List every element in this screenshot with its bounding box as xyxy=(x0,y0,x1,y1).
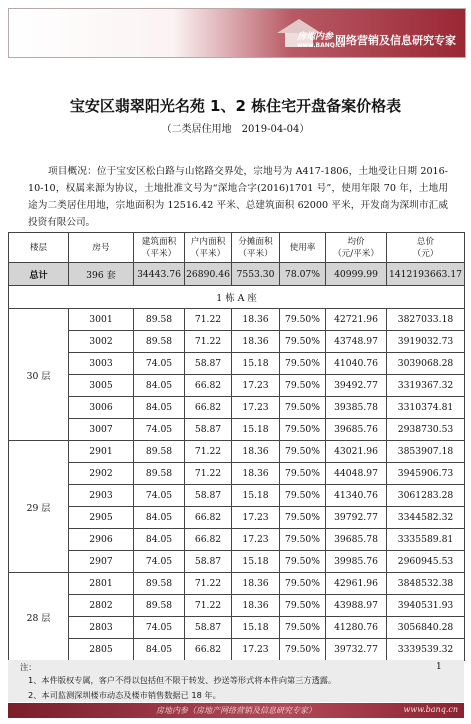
avg-cell: 44048.97 xyxy=(326,463,387,485)
shared-cell: 18.36 xyxy=(232,463,280,485)
ratio-cell: 79.50% xyxy=(280,309,326,331)
header-banner xyxy=(8,8,466,58)
shared-cell: 15.18 xyxy=(232,419,280,441)
total-cell: 3335589.81 xyxy=(387,529,465,551)
inner-cell: 58.87 xyxy=(185,485,232,507)
avg-cell: 42961.96 xyxy=(326,573,387,595)
avg-cell: 39385.78 xyxy=(326,397,387,419)
room-cell: 3007 xyxy=(69,419,134,441)
avg-cell: 39985.76 xyxy=(326,551,387,573)
total-rooms-cell: 396 套 xyxy=(69,263,134,286)
avg-cell: 43021.96 xyxy=(326,441,387,463)
total-cell: 3319367.32 xyxy=(387,375,465,397)
footer-text: 房地内参（房地产网络营销及信息研究专家） xyxy=(156,706,316,715)
avg-cell: 39792.77 xyxy=(326,507,387,529)
inner-cell: 58.87 xyxy=(185,419,232,441)
gross-cell: 84.05 xyxy=(134,375,185,397)
ratio-cell: 79.50% xyxy=(280,529,326,551)
column-header: 分摊面积 （平米） xyxy=(232,233,280,263)
total-cell: 3945906.73 xyxy=(387,463,465,485)
avg-cell: 41280.76 xyxy=(326,617,387,639)
building-label: 1 栋 A 座 xyxy=(9,286,465,309)
avg-cell: 39685.76 xyxy=(326,419,387,441)
notes-heading: 注： xyxy=(20,662,37,672)
room-cell: 2801 xyxy=(69,573,134,595)
room-cell: 3002 xyxy=(69,331,134,353)
gross-cell: 84.05 xyxy=(134,639,185,661)
total-cell: 3339539.32 xyxy=(387,639,465,661)
table-header-row xyxy=(9,233,465,263)
avg-cell: 41340.76 xyxy=(326,485,387,507)
total-total-cell: 1412193663.17 xyxy=(387,263,465,286)
total-avg-cell: 40999.99 xyxy=(326,263,387,286)
shared-cell: 15.18 xyxy=(232,617,280,639)
total-shared-cell: 7553.30 xyxy=(232,263,280,286)
gross-cell: 84.05 xyxy=(134,529,185,551)
avg-cell: 39732.77 xyxy=(326,639,387,661)
shared-cell: 17.23 xyxy=(232,375,280,397)
footer-bar xyxy=(8,703,464,718)
total-cell: 3827033.18 xyxy=(387,309,465,331)
room-cell: 3003 xyxy=(69,353,134,375)
gross-cell: 74.05 xyxy=(134,617,185,639)
inner-cell: 71.22 xyxy=(185,573,232,595)
table-row xyxy=(9,463,465,485)
inner-cell: 71.22 xyxy=(185,463,232,485)
page-subtitle: （二类居住用地 2019-04-04） xyxy=(161,124,310,135)
column-header: 均价 （元/平米） xyxy=(326,233,387,263)
ratio-cell: 79.50% xyxy=(280,573,326,595)
floor-cell: 29 层 xyxy=(9,441,69,573)
table-row xyxy=(9,573,465,595)
gross-cell: 84.05 xyxy=(134,397,185,419)
avg-cell: 41040.76 xyxy=(326,353,387,375)
gross-cell: 74.05 xyxy=(134,485,185,507)
inner-cell: 66.82 xyxy=(185,639,232,661)
gross-cell: 89.58 xyxy=(134,573,185,595)
inner-cell: 71.22 xyxy=(185,331,232,353)
gross-cell: 89.58 xyxy=(134,595,185,617)
ratio-cell: 79.50% xyxy=(280,419,326,441)
building-row xyxy=(9,286,465,309)
inner-cell: 66.82 xyxy=(185,529,232,551)
shared-cell: 17.23 xyxy=(232,507,280,529)
shared-cell: 18.36 xyxy=(232,573,280,595)
total-label-cell: 总计 xyxy=(9,263,69,286)
avg-cell: 39685.78 xyxy=(326,529,387,551)
total-cell: 3344582.32 xyxy=(387,507,465,529)
total-cell: 2960945.53 xyxy=(387,551,465,573)
ratio-cell: 79.50% xyxy=(280,353,326,375)
table-row xyxy=(9,309,465,331)
shared-cell: 17.23 xyxy=(232,397,280,419)
inner-cell: 58.87 xyxy=(185,551,232,573)
table-row xyxy=(9,595,465,617)
gross-cell: 74.05 xyxy=(134,551,185,573)
avg-cell: 42721.96 xyxy=(326,309,387,331)
total-cell: 3919032.73 xyxy=(387,331,465,353)
table-row xyxy=(9,529,465,551)
table-row xyxy=(9,353,465,375)
ratio-cell: 79.50% xyxy=(280,397,326,419)
shared-cell: 15.18 xyxy=(232,551,280,573)
inner-cell: 58.87 xyxy=(185,353,232,375)
ratio-cell: 79.50% xyxy=(280,595,326,617)
floor-cell: 28 层 xyxy=(9,573,69,661)
column-header: 总价 （元） xyxy=(387,233,465,263)
table-row xyxy=(9,441,465,463)
room-cell: 3001 xyxy=(69,309,134,331)
ratio-cell: 79.50% xyxy=(280,375,326,397)
room-cell: 2907 xyxy=(69,551,134,573)
room-cell: 2902 xyxy=(69,463,134,485)
room-cell: 3006 xyxy=(69,397,134,419)
avg-cell: 39492.77 xyxy=(326,375,387,397)
inner-cell: 71.22 xyxy=(185,595,232,617)
total-cell: 3848532.38 xyxy=(387,573,465,595)
notes-box xyxy=(8,660,464,702)
total-cell: 3940531.93 xyxy=(387,595,465,617)
price-table xyxy=(8,232,465,661)
total-inner-cell: 26890.46 xyxy=(185,263,232,286)
shared-cell: 17.23 xyxy=(232,639,280,661)
brand-url: www.BANQ.cn xyxy=(297,42,345,49)
total-ratio-cell: 78.07% xyxy=(280,263,326,286)
gross-cell: 89.58 xyxy=(134,441,185,463)
column-header: 楼层 xyxy=(9,233,69,263)
footer-url: www.banq.cn xyxy=(403,705,458,714)
shared-cell: 15.18 xyxy=(232,485,280,507)
ratio-cell: 79.50% xyxy=(280,639,326,661)
note-item: 1、本件版权专属，客户不得以包括但不限于转发、抄送等形式将本件向第三方透露。 xyxy=(28,675,337,685)
total-cell: 3056840.28 xyxy=(387,617,465,639)
gross-cell: 89.58 xyxy=(134,463,185,485)
room-cell: 2905 xyxy=(69,507,134,529)
ratio-cell: 79.50% xyxy=(280,441,326,463)
gross-cell: 89.58 xyxy=(134,309,185,331)
total-cell: 3039068.28 xyxy=(387,353,465,375)
floor-cell: 30 层 xyxy=(9,309,69,441)
inner-cell: 71.22 xyxy=(185,309,232,331)
table-row xyxy=(9,507,465,529)
room-cell: 2805 xyxy=(69,639,134,661)
total-row xyxy=(9,263,465,286)
table-row xyxy=(9,397,465,419)
gross-cell: 89.58 xyxy=(134,331,185,353)
total-cell: 3061283.28 xyxy=(387,485,465,507)
note-item: 2、本司监测深圳楼市动态及楼市销售数据已 18 年。 xyxy=(28,690,221,700)
room-cell: 2903 xyxy=(69,485,134,507)
room-cell: 2901 xyxy=(69,441,134,463)
project-overview: 项目概况：位于宝安区松白路与山铭路交界处，宗地号为 A417-1806，土地受让日期 2016-10-10，权属来源为协议，土地批准文号为“深地合字(2016)1701 号”，使用年限 70 年，土地用途为二类居住用地，宗地面积为 12516.42 平米、总建筑面积 62000 平米，开发商为深圳市汇威投资有限公司。 xyxy=(28,166,448,228)
room-cell: 3005 xyxy=(69,375,134,397)
avg-cell: 43988.97 xyxy=(326,595,387,617)
shared-cell: 18.36 xyxy=(232,331,280,353)
total-cell: 3310374.81 xyxy=(387,397,465,419)
page-title: 宝安区翡翠阳光名苑 1、2 栋住宅开盘备案价格表 xyxy=(69,97,402,115)
column-header: 建筑面积 （平米） xyxy=(134,233,185,263)
brand-name: 房地内参 xyxy=(297,32,334,42)
total-cell: 2938730.53 xyxy=(387,419,465,441)
room-cell: 2802 xyxy=(69,595,134,617)
ratio-cell: 79.50% xyxy=(280,485,326,507)
total-gross-cell: 34443.76 xyxy=(134,263,185,286)
table-row xyxy=(9,419,465,441)
table-row xyxy=(9,617,465,639)
shared-cell: 18.36 xyxy=(232,309,280,331)
inner-cell: 71.22 xyxy=(185,441,232,463)
ratio-cell: 79.50% xyxy=(280,551,326,573)
shared-cell: 17.23 xyxy=(232,529,280,551)
ratio-cell: 79.50% xyxy=(280,331,326,353)
shared-cell: 18.36 xyxy=(232,595,280,617)
table-row xyxy=(9,331,465,353)
column-header: 使用率 xyxy=(280,233,326,263)
gross-cell: 74.05 xyxy=(134,353,185,375)
gross-cell: 84.05 xyxy=(134,507,185,529)
inner-cell: 58.87 xyxy=(185,617,232,639)
column-header: 房号 xyxy=(69,233,134,263)
shared-cell: 18.36 xyxy=(232,441,280,463)
shared-cell: 15.18 xyxy=(232,353,280,375)
brand-slogan: 网络营销及信息研究专家 xyxy=(335,34,456,47)
table-row xyxy=(9,485,465,507)
column-header: 户内面积 （平米） xyxy=(185,233,232,263)
table-row xyxy=(9,639,465,661)
room-cell: 2906 xyxy=(69,529,134,551)
table-row xyxy=(9,551,465,573)
table-row xyxy=(9,375,465,397)
total-cell: 3853907.18 xyxy=(387,441,465,463)
room-cell: 2803 xyxy=(69,617,134,639)
ratio-cell: 79.50% xyxy=(280,463,326,485)
ratio-cell: 79.50% xyxy=(280,507,326,529)
inner-cell: 66.82 xyxy=(185,375,232,397)
ratio-cell: 79.50% xyxy=(280,617,326,639)
gross-cell: 74.05 xyxy=(134,419,185,441)
inner-cell: 66.82 xyxy=(185,397,232,419)
inner-cell: 66.82 xyxy=(185,507,232,529)
avg-cell: 43748.97 xyxy=(326,331,387,353)
page-number: 1 xyxy=(436,662,442,672)
